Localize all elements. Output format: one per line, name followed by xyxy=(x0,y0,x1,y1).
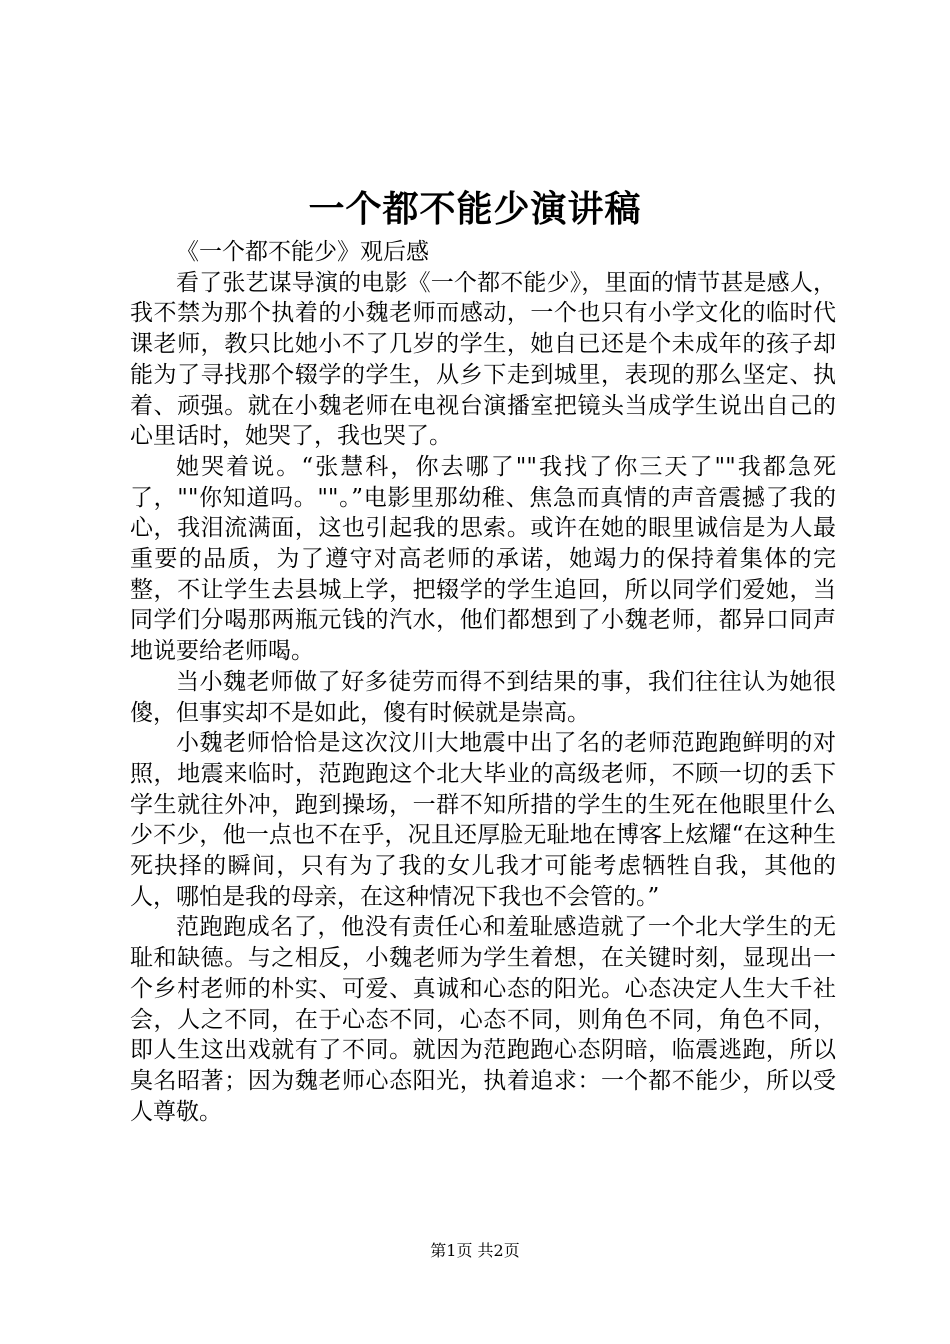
paragraph: 当小魏老师做了好多徒劳而得不到结果的事，我们往往认为她很傻，但事实却不是如此，傻有时候就是崇高。 xyxy=(130,668,836,726)
paragraph: 小魏老师恰恰是这次汶川大地震中出了名的老师范跑跑鲜明的对照，地震来临时，范跑跑这个北大毕业的高级老师，不顾一切的丢下学生就往外冲，跑到操场，一群不知所措的学生的生死在他眼里什么少不少，他一点也不在乎，况且还厚脸无耻地在博客上炫耀“在这种生死抉择的瞬间，只有为了我的女儿我才可能考虑牺牲自我，其他的人，哪怕是我的母亲，在这种情况下我也不会管的。” xyxy=(130,730,836,910)
paragraph: 她哭着说。“张慧科，你去哪了""我找了你三天了""我都急死了，""你知道吗。""。”电影里那幼稚、焦急而真情的声音震撼了我的心，我泪流满面，这也引起我的思索。或许在她的眼里诚信是为人最重要的品质，为了遵守对高老师的承诺，她竭力的保持着集体的完整，不让学生去县城上学，把辍学的学生追回，所以同学们爱她，当同学们分喝那两瓶元钱的汽水，他们都想到了小魏老师，都异口同声地说要给老师喝。 xyxy=(130,453,836,665)
document-title: 一个都不能少演讲稿 xyxy=(308,188,642,230)
paragraph-subtitle: 《一个都不能少》观后感 xyxy=(176,239,429,265)
paragraph: 范跑跑成名了，他没有责任心和羞耻感造就了一个北大学生的无耻和缺德。与之相反，小魏老师为学生着想，在关键时刻，显现出一个乡村老师的朴实、可爱、真诚和心态的阳光。心态决定人生大千社会，人之不同，在于心态不同，心态不同，则角色不同，角色不同，即人生这出戏就有了不同。就因为范跑跑心态阴暗，临震逃跑，所以臭名昭著；因为魏老师心态阳光，执着追求：一个都不能少，所以受人尊敬。 xyxy=(130,914,836,1125)
paragraph: 看了张艺谋导演的电影《一个都不能少》，里面的情节甚是感人，我不禁为那个执着的小魏老师而感动，一个也只有小学文化的临时代课老师，教只比她小不了几岁的学生，她自已还是个未成年的孩子却能为了寻找那个辍学的学生，从乡下走到城里，表现的那么坚定、执着、顽强。就在小魏老师在电视台演播室把镜头当成学生说出自己的心里话时，她哭了，我也哭了。 xyxy=(130,269,836,450)
page-number-footer: 第1页 共2页 xyxy=(430,1241,520,1260)
document-body xyxy=(130,237,836,1127)
